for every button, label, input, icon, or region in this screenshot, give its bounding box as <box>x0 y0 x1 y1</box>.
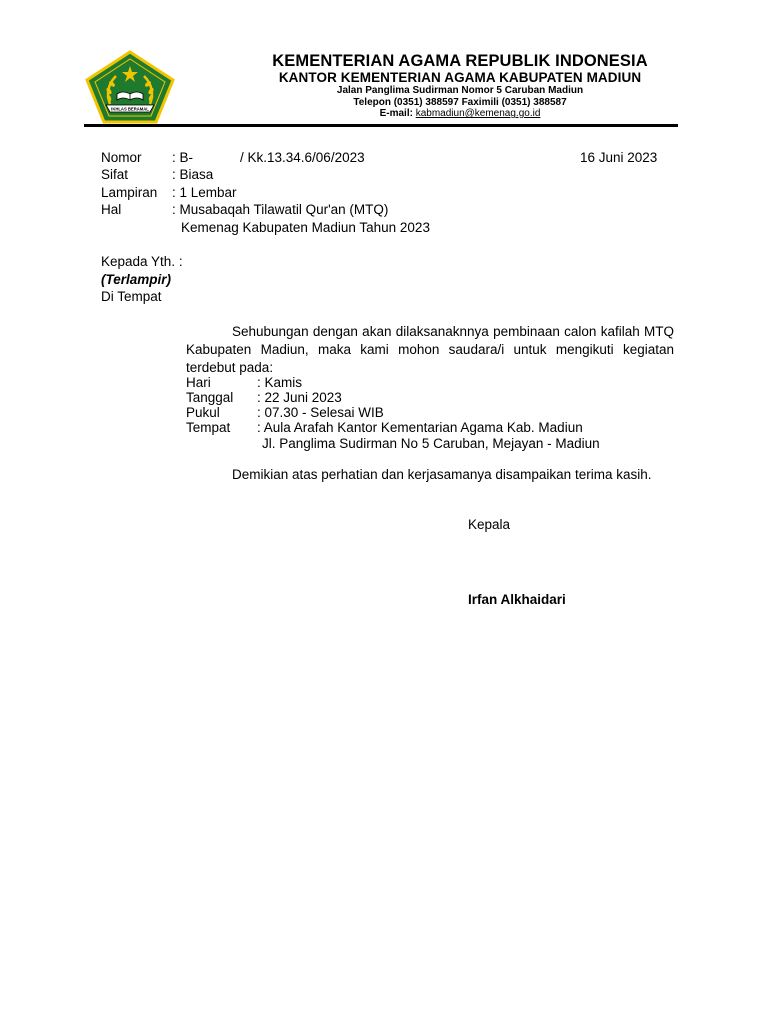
recipient-kepada: Kepada Yth. : <box>101 254 183 269</box>
detail-pukul-value: : 07.30 - Selesai WIB <box>257 405 384 420</box>
email-link[interactable]: kabmadiun@kemenag.go.id <box>415 108 541 119</box>
recipient-terlampir: (Terlampir) <box>101 272 172 287</box>
hal-value-line2: Kemenag Kabupaten Madiun Tahun 2023 <box>181 220 430 235</box>
letter-date: 16 Juni 2023 <box>580 150 658 165</box>
recipient-tempat: Di Tempat <box>101 289 162 304</box>
detail-hari-value: : Kamis <box>257 375 303 390</box>
detail-pukul-label: Pukul <box>186 405 220 420</box>
letterhead-email-line <box>180 108 740 119</box>
detail-tempat-label: Tempat <box>186 420 231 435</box>
letterhead-office: KANTOR KEMENTERIAN AGAMA KABUPATEN MADIUN <box>278 70 642 85</box>
logo-ribbon-text: IKHLAS BERAMAL <box>111 106 149 112</box>
body-closing-text: Demikian atas perhatian dan kerjasamanya disampaikan terima kasih. <box>232 467 652 482</box>
lampiran-value: : 1 Lembar <box>172 185 237 200</box>
kemenag-logo-icon <box>84 50 176 124</box>
detail-hari-label: Hari <box>186 375 211 390</box>
detail-tanggal-label: Tanggal <box>186 390 234 405</box>
nomor-label: Nomor <box>101 150 142 165</box>
body-intro-paragraph <box>186 323 674 377</box>
hal-value: : Musabaqah Tilawatil Qur'an (MTQ) <box>172 202 389 217</box>
nomor-value: : B- <box>172 150 194 165</box>
body-closing-paragraph <box>186 466 674 484</box>
signature-title: Kepala <box>468 517 511 532</box>
detail-tempat-value: : Aula Arafah Kantor Kementarian Agama Kab. Madiun <box>257 420 583 435</box>
sifat-label: Sifat <box>101 167 129 182</box>
letterhead-address: Jalan Panglima Sudirman Nomor 5 Caruban Madiun <box>336 85 584 96</box>
lampiran-label: Lampiran <box>101 185 158 200</box>
email-label: E-mail: <box>379 108 413 119</box>
signature-name: Irfan Alkhaidari <box>468 592 566 607</box>
letterhead-phone: Telepon (0351) 388597 Faximili (0351) 388587 <box>353 97 567 108</box>
sifat-value: : Biasa <box>172 167 214 182</box>
hal-label: Hal <box>101 202 122 217</box>
body-intro-text: Sehubungan dengan akan dilaksanaknnya pembinaan calon kafilah MTQ Kabupaten Madiun, maka kami mohon saudara/i untuk mengikuti kegiatan terdebut pada: <box>186 324 674 375</box>
nomor-code: / Kk.13.34.6/06/2023 <box>240 150 365 165</box>
letterhead-ministry: KEMENTERIAN AGAMA REPUBLIK INDONESIA <box>272 52 648 70</box>
detail-tanggal-value: : 22 Juni 2023 <box>257 390 342 405</box>
detail-tempat-address: Jl. Panglima Sudirman No 5 Caruban, Mejayan - Madiun <box>262 436 600 451</box>
letterhead-divider <box>84 124 678 127</box>
